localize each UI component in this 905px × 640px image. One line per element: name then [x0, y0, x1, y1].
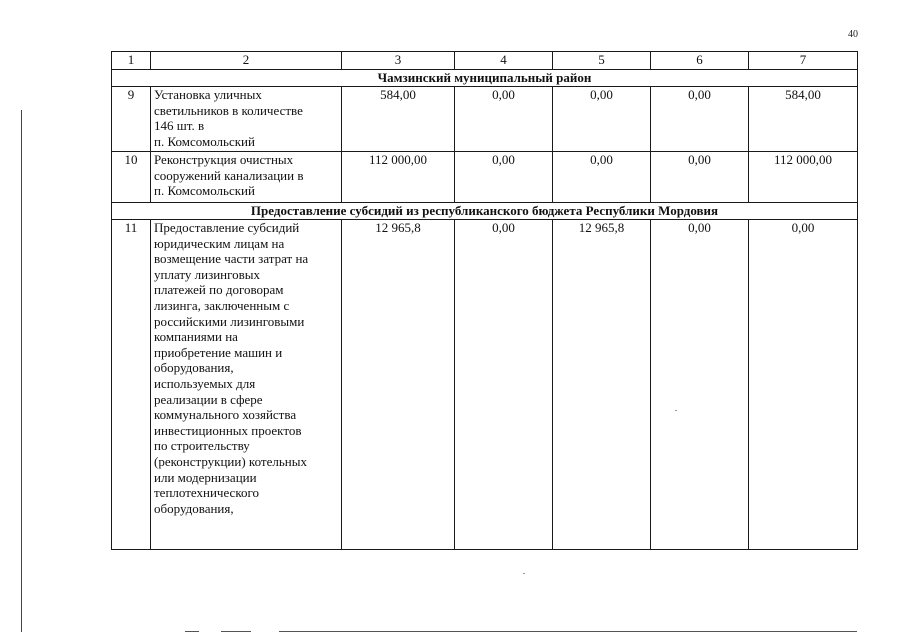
cell-col-5: 0,00 — [553, 152, 651, 203]
cell-col-7: 112 000,00 — [749, 152, 858, 203]
scan-speck — [523, 573, 525, 574]
header-row — [112, 52, 858, 70]
section-title: Чамзинский муниципальный район — [112, 70, 858, 87]
cell-col-7: 0,00 — [749, 220, 858, 550]
cell-col-5: 0,00 — [553, 87, 651, 152]
header-cell-1: 1 — [112, 52, 151, 70]
table-row — [112, 220, 858, 550]
row-number: 10 — [112, 152, 151, 203]
header-cell-2: 2 — [151, 52, 342, 70]
row-description: Предоставление субсидий юридическим лицам на возмещение части затрат на уплату лизинговых платежей по договорам лизинга, заключенным с российскими лизинговыми компаниями на приобретение машин и оборудования, используемых для реализации в сфере коммунального хозяйства инвестиционных проектов по строительству (реконструкции) котельных или модернизации теплотехнического оборудования, — [151, 220, 342, 550]
section-row — [112, 70, 858, 87]
cell-col-6: 0,00 — [651, 152, 749, 203]
section-title: Предоставление субсидий из республиканского бюджета Республики Мордовия — [112, 203, 858, 220]
cell-col-3: 112 000,00 — [342, 152, 455, 203]
header-cell-6: 6 — [651, 52, 749, 70]
row-number: 9 — [112, 87, 151, 152]
cell-col-5: 12 965,8 — [553, 220, 651, 550]
scan-left-edge-line — [21, 110, 22, 632]
scan-bottom-edge-line — [279, 631, 857, 632]
table-row — [112, 87, 858, 152]
row-description: Установка уличных светильников в количестве 146 шт. в п. Комсомольский — [151, 87, 342, 152]
cell-col-6: 0,00 — [651, 220, 749, 550]
header-cell-4: 4 — [455, 52, 553, 70]
table-row — [112, 152, 858, 203]
cell-col-6: 0,00 — [651, 87, 749, 152]
page-number: 40 — [848, 29, 858, 40]
budget-table — [111, 51, 858, 550]
row-number: 11 — [112, 220, 151, 550]
header-cell-7: 7 — [749, 52, 858, 70]
cell-col-4: 0,00 — [455, 220, 553, 550]
cell-col-4: 0,00 — [455, 87, 553, 152]
row-description: Реконструкция очистных сооружений канализации в п. Комсомольский — [151, 152, 342, 203]
cell-col-3: 584,00 — [342, 87, 455, 152]
cell-col-7: 584,00 — [749, 87, 858, 152]
cell-col-3: 12 965,8 — [342, 220, 455, 550]
header-cell-3: 3 — [342, 52, 455, 70]
section-row — [112, 203, 858, 220]
scan-bottom-edge-fragment — [221, 631, 251, 632]
header-cell-5: 5 — [553, 52, 651, 70]
scan-bottom-edge-fragment — [185, 631, 199, 632]
cell-col-4: 0,00 — [455, 152, 553, 203]
